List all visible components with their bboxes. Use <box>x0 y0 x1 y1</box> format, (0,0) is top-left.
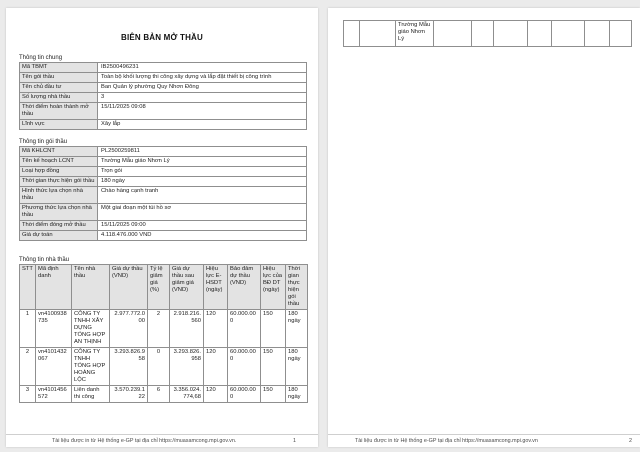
table-row <box>20 83 307 93</box>
footer-source-text: Tài liệu được in từ Hệ thống e-GP tại địa chỉ https://muasamcong.mpi.gov.vn <box>355 438 538 444</box>
field-value: Trọn gói <box>98 167 307 177</box>
cell-hieu-luc-hsdt: 120 <box>204 310 228 348</box>
field-value: PL2500259811 <box>98 147 307 157</box>
field-label: Phương thức lựa chọn nhà thầu <box>20 204 98 221</box>
field-label: Tên gói thầu <box>20 73 98 83</box>
cell-ma-dinh-danh: vn4101432067 <box>36 348 72 386</box>
contractors-header-row <box>20 265 308 310</box>
field-value: 4.118.476.000 VND <box>98 231 307 241</box>
column-header: Giá dự thầu sau giảm giá (VND) <box>170 265 204 310</box>
table-row <box>20 167 307 177</box>
page-footer <box>328 434 640 447</box>
field-value: Chào hàng cạnh tranh <box>98 187 307 204</box>
cell-gia-sau-giam: 3.356.024.774,68 <box>170 386 204 403</box>
contractors-table-continuation <box>343 20 632 47</box>
cell-hieu-luc-hsdt: 120 <box>204 386 228 403</box>
column-header: Tên nhà thầu <box>72 265 110 310</box>
field-label: Tên kế hoạch LCNT <box>20 157 98 167</box>
cell-ma-dinh-danh: vn4100938735 <box>36 310 72 348</box>
column-header: Thời gian thực hiện gói thầu <box>286 265 308 310</box>
page-number: 1 <box>293 438 296 444</box>
document-title: BIÊN BẢN MỞ THẦU <box>120 33 204 42</box>
cell-hieu-luc-bddt: 150 <box>261 310 286 348</box>
field-label: Thời gian thực hiện gói thầu <box>20 177 98 187</box>
cell-thoi-gian: 180 ngày <box>286 386 308 403</box>
cell-ty-le-giam: 0 <box>148 348 170 386</box>
general-info-table <box>19 62 307 130</box>
cell-stt: 2 <box>20 348 36 386</box>
table-row <box>20 177 307 187</box>
section-heading-contractors: Thông tin nhà thầu <box>19 257 70 263</box>
contractor-row <box>20 386 308 403</box>
cell-thoi-gian: 180 ngày <box>286 310 308 348</box>
cell-gia-du-thau: 3.570.239.122 <box>110 386 148 403</box>
cell-gia-sau-giam <box>494 21 528 47</box>
cell-ten-nha-thau: Trường Mẫu giáo Nhơn Lý <box>396 21 434 47</box>
field-label: Giá dự toán <box>20 231 98 241</box>
table-row <box>20 63 307 73</box>
contractor-row <box>20 310 308 348</box>
table-row <box>20 231 307 241</box>
cell-hieu-luc-bddt: 150 <box>261 386 286 403</box>
cell-hieu-luc-hsdt: 120 <box>204 348 228 386</box>
cell-ma-dinh-danh <box>360 21 396 47</box>
field-label: Mã TBMT <box>20 63 98 73</box>
document-page-2 <box>328 8 640 447</box>
field-label: Thời điểm đóng mở thầu <box>20 221 98 231</box>
field-value: Xây lắp <box>98 120 307 130</box>
field-value: 15/11/2025 09:00 <box>98 221 307 231</box>
field-value: 180 ngày <box>98 177 307 187</box>
cell-bao-dam <box>552 21 585 47</box>
contractor-row <box>20 348 308 386</box>
table-row <box>20 93 307 103</box>
document-page-1 <box>6 8 318 447</box>
cell-stt <box>344 21 360 47</box>
column-header: Giá dự thầu (VND) <box>110 265 148 310</box>
package-info-table <box>19 146 307 241</box>
column-header: STT <box>20 265 36 310</box>
cell-hieu-luc-hsdt <box>528 21 552 47</box>
table-row <box>20 187 307 204</box>
cell-ma-dinh-danh: vn4101456572 <box>36 386 72 403</box>
page-number: 2 <box>629 438 632 444</box>
cell-ty-le-giam <box>472 21 494 47</box>
table-row <box>20 204 307 221</box>
field-value: Trường Mẫu giáo Nhơn Lý <box>98 157 307 167</box>
field-label: Thời điểm hoàn thành mở thầu <box>20 103 98 120</box>
cell-bao-dam: 60.000.000 <box>228 310 261 348</box>
cell-gia-du-thau: 2.977.772.000 <box>110 310 148 348</box>
field-value: Ban Quản lý phường Quy Nhơn Đông <box>98 83 307 93</box>
cell-hieu-luc-bddt: 150 <box>261 348 286 386</box>
section-heading-general: Thông tin chung <box>19 55 63 61</box>
table-row <box>20 73 307 83</box>
cell-ty-le-giam: 2 <box>148 310 170 348</box>
table-row <box>20 157 307 167</box>
cell-bao-dam: 60.000.000 <box>228 386 261 403</box>
field-label: Hình thức lựa chọn nhà thầu <box>20 187 98 204</box>
cell-ten-nha-thau: CÔNG TY TNHH XÂY DỰNG TỔNG HỢP AN THỊNH <box>72 310 110 348</box>
page-footer <box>6 434 318 447</box>
field-label: Loại hợp đồng <box>20 167 98 177</box>
cell-ten-nha-thau: CÔNG TY TNHH TỔNG HỢP HOÀNG LỘC <box>72 348 110 386</box>
table-row <box>20 103 307 120</box>
field-value: 15/11/2025 09:08 <box>98 103 307 120</box>
column-header: Bảo đảm dự thầu (VND) <box>228 265 261 310</box>
field-value: IB2500496231 <box>98 63 307 73</box>
column-header: Mã định danh <box>36 265 72 310</box>
cell-thoi-gian: 180 ngày <box>286 348 308 386</box>
cell-stt: 3 <box>20 386 36 403</box>
table-row <box>20 120 307 130</box>
field-label: Tên chủ đầu tư <box>20 83 98 93</box>
cell-gia-du-thau <box>434 21 472 47</box>
cell-ten-nha-thau: Liên danh thi công <box>72 386 110 403</box>
cell-hieu-luc-bddt <box>585 21 610 47</box>
footer-source-text: Tài liệu được in từ Hệ thống e-GP tại địa chỉ https://muasamcong.mpi.gov.vn. <box>52 438 237 444</box>
cell-ty-le-giam: 6 <box>148 386 170 403</box>
field-label: Mã KHLCNT <box>20 147 98 157</box>
field-label: Lĩnh vực <box>20 120 98 130</box>
table-row <box>20 147 307 157</box>
field-label: Số lượng nhà thầu <box>20 93 98 103</box>
cell-gia-sau-giam: 2.918.216.560 <box>170 310 204 348</box>
cell-stt: 1 <box>20 310 36 348</box>
field-value: Một giai đoạn một túi hồ sơ <box>98 204 307 221</box>
cell-bao-dam: 60.000.000 <box>228 348 261 386</box>
column-header: Tỷ lệ giảm giá (%) <box>148 265 170 310</box>
contractors-table <box>19 264 308 403</box>
section-heading-package: Thông tin gói thầu <box>19 139 68 145</box>
column-header: Hiệu lực của BĐ DT (ngày) <box>261 265 286 310</box>
column-header: Hiệu lực E-HSDT (ngày) <box>204 265 228 310</box>
cell-gia-du-thau: 3.293.826.958 <box>110 348 148 386</box>
cell-thoi-gian <box>610 21 632 47</box>
cell-gia-sau-giam: 3.293.826.958 <box>170 348 204 386</box>
table-row <box>20 221 307 231</box>
field-value: 3 <box>98 93 307 103</box>
field-value: Toàn bộ khối lượng thi công xây dựng và lắp đặt thiết bị công trình <box>98 73 307 83</box>
contractor-row-continued <box>344 21 632 47</box>
